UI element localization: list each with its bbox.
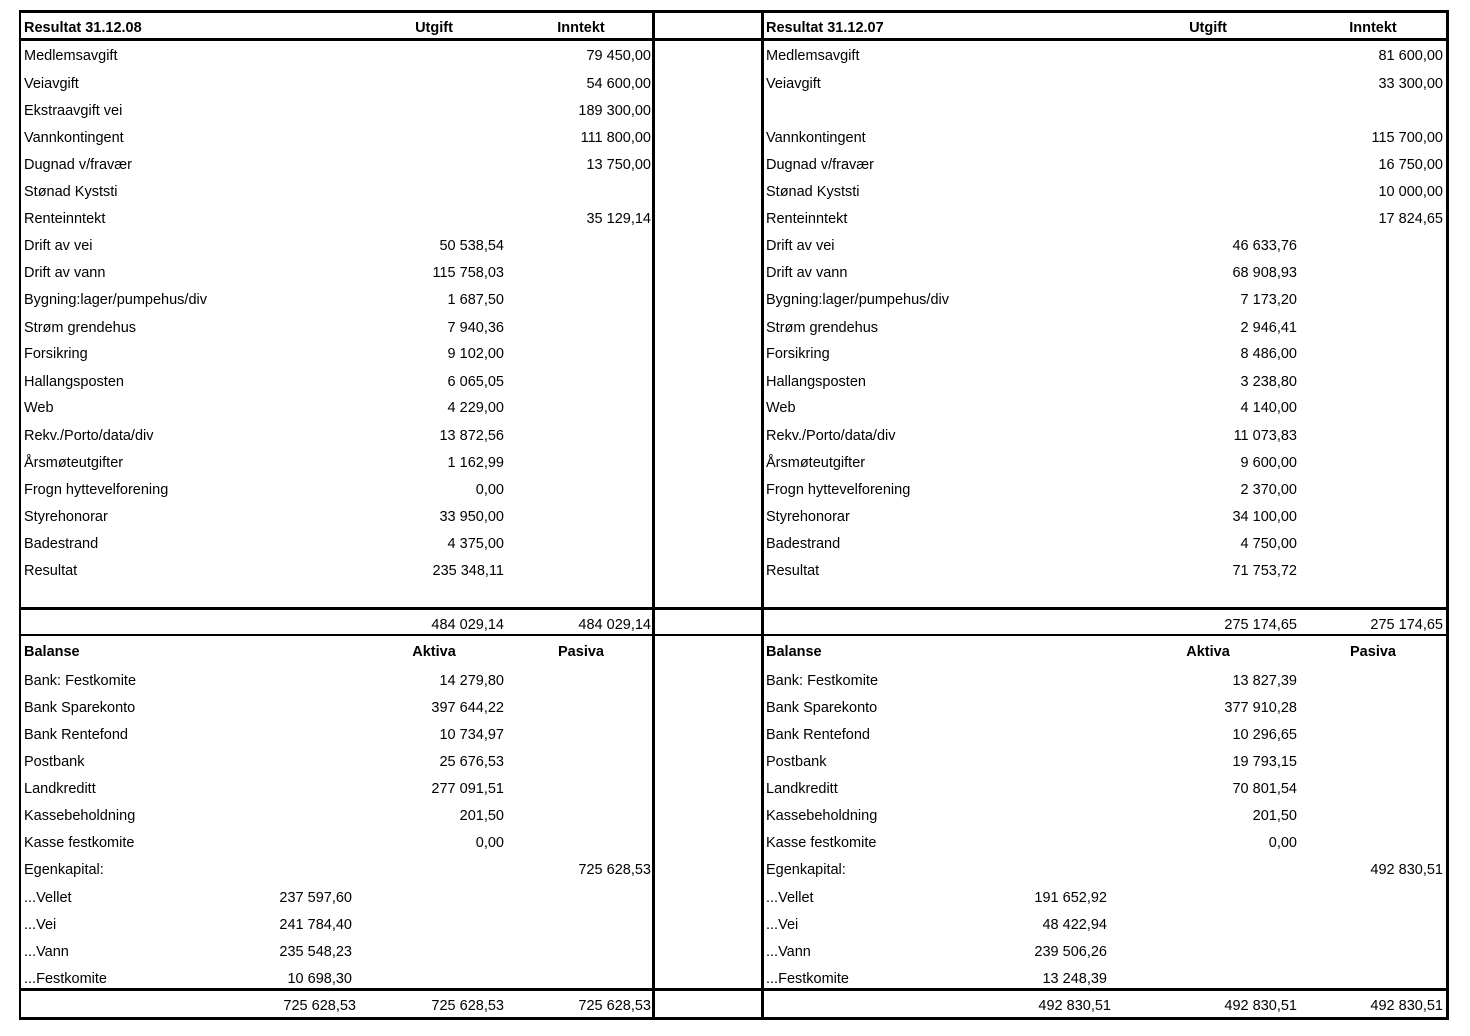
- result-title: Resultat 31.12.07: [766, 20, 884, 36]
- result-row-label: Renteinntekt: [24, 211, 106, 227]
- balance-row-sub: 13 248,39: [1042, 971, 1107, 987]
- result-row-expense: 9 102,00: [447, 346, 504, 362]
- result-row-expense: 4 140,00: [1240, 400, 1297, 416]
- result-row-expense: 7 173,20: [1240, 292, 1297, 308]
- result-row-expense: 115 758,03: [432, 265, 504, 281]
- balance-row-label: ...Vann: [24, 944, 69, 960]
- balance-row-aktiva: 0,00: [1268, 835, 1297, 851]
- balance-row-pasiva: [540, 970, 651, 988]
- result-row-expense: [400, 47, 504, 65]
- balance-row-label: ...Vei: [766, 917, 799, 933]
- balance-row-pasiva: [1330, 699, 1443, 717]
- result-row-income: 17 824,65: [1378, 211, 1443, 227]
- balance-row-pasiva: [540, 834, 651, 852]
- result-row-label: Drift av vann: [766, 265, 848, 281]
- result-row-income: 189 300,00: [578, 103, 651, 119]
- result-row-income: [1330, 454, 1443, 472]
- result-row-label: Stønad Kyststi: [24, 184, 118, 200]
- balance-row-sub: 239 506,26: [1034, 944, 1107, 960]
- balance-row-aktiva: 10 296,65: [1232, 727, 1297, 743]
- balance-row-pasiva: [540, 916, 651, 934]
- result-row-label: Strøm grendehus: [24, 320, 137, 336]
- result-row-label: Medlemsavgift: [766, 48, 860, 64]
- divider-right: [761, 10, 764, 1020]
- result-row-income: [1330, 535, 1443, 553]
- balance-row-sub: [1000, 726, 1107, 744]
- balance-row-aktiva: 201,50: [459, 808, 504, 824]
- balance-row-aktiva: [400, 970, 504, 988]
- result-row-income: 54 600,00: [586, 76, 651, 92]
- result-row-income: [1330, 399, 1443, 417]
- result-total-expense: 275 174,65: [1224, 617, 1297, 633]
- balance-row-sub: [1000, 699, 1107, 717]
- balance-row-pasiva: [1330, 943, 1443, 961]
- balance-row-pasiva: [540, 699, 651, 717]
- balance-row-pasiva: [540, 753, 651, 771]
- balance-row-sub: [200, 753, 352, 771]
- balance-row-label: Egenkapital:: [766, 862, 846, 878]
- result-row-expense: 50 538,54: [439, 238, 504, 254]
- balance-row-sub: 235 548,23: [279, 944, 352, 960]
- balance-row-sub: [1000, 807, 1107, 825]
- balance-row-aktiva: 70 801,54: [1232, 781, 1297, 797]
- result-row-expense: 7 940,36: [447, 320, 504, 336]
- result-row-income: [1330, 102, 1443, 120]
- result-row-expense: [1180, 75, 1297, 93]
- balance-row-sub: [1000, 672, 1107, 690]
- result-row-expense: [1180, 183, 1297, 201]
- result-row-income: [540, 183, 651, 201]
- result-row-expense: [400, 75, 504, 93]
- balance-total-rule-top: [19, 988, 1449, 991]
- balance-row-aktiva: 397 644,22: [431, 700, 504, 716]
- balance-row-pasiva: [1330, 889, 1443, 907]
- result-row-label: Rekv./Porto/data/div: [766, 428, 896, 444]
- balance-row-label: Landkreditt: [24, 781, 96, 797]
- frame-right: [1446, 10, 1449, 1020]
- result-row-label: Resultat: [24, 563, 78, 579]
- balance-row-aktiva: [1180, 861, 1297, 879]
- result-row-income: [540, 535, 651, 553]
- result-row-expense: [400, 183, 504, 201]
- balance-row-pasiva: [540, 672, 651, 690]
- balance-row-sub: [200, 834, 352, 852]
- balance-row-pasiva: [1330, 753, 1443, 771]
- result-row-label: Årsmøteutgifter: [24, 455, 124, 471]
- balance-row-aktiva: 10 734,97: [439, 727, 504, 743]
- result-row-label: Styrehonorar: [24, 509, 108, 525]
- result-row-label: Hallangsposten: [766, 374, 866, 390]
- result-row-income: [540, 481, 651, 499]
- balance-row-sub: 48 422,94: [1042, 917, 1107, 933]
- balance-row-sub: [1000, 753, 1107, 771]
- balance-row-sub: [200, 807, 352, 825]
- result-row-expense: [1180, 210, 1297, 228]
- result-row-expense: 4 229,00: [447, 400, 504, 416]
- balance-row-label: Landkreditt: [766, 781, 838, 797]
- result-row-label: Hallangsposten: [24, 374, 124, 390]
- result-row-income: [1330, 291, 1443, 309]
- result-row-expense: 46 633,76: [1232, 238, 1297, 254]
- balance-row-sub: [200, 861, 352, 879]
- result-row-label: Frogn hyttevelforening: [24, 482, 169, 498]
- balance-total-aktiva: 492 830,51: [1224, 998, 1297, 1014]
- total-rule-top: [19, 607, 1449, 610]
- balance-row-aktiva: [1180, 943, 1297, 961]
- balance-row-sub: [200, 699, 352, 717]
- result-row-expense: 68 908,93: [1232, 265, 1297, 281]
- balance-row-pasiva: [1330, 916, 1443, 934]
- balance-row-sub: 241 784,40: [279, 917, 352, 933]
- result-row-label: Dugnad v/fravær: [24, 157, 132, 173]
- balance-total-pasiva: 492 830,51: [1370, 998, 1443, 1014]
- result-total-expense: 484 029,14: [431, 617, 504, 633]
- balance-row-aktiva: [400, 943, 504, 961]
- balance-row-aktiva: [400, 889, 504, 907]
- result-row-expense: [400, 102, 504, 120]
- result-total-income: 484 029,14: [578, 617, 651, 633]
- balance-row-aktiva: 377 910,28: [1224, 700, 1297, 716]
- balance-row-label: Bank: Festkomite: [24, 673, 137, 689]
- result-row-label: Dugnad v/fravær: [766, 157, 874, 173]
- balance-row-label: Kassebeholdning: [24, 808, 136, 824]
- balance-row-sub: 10 698,30: [287, 971, 352, 987]
- result-row-income: 115 700,00: [1371, 130, 1443, 146]
- balance-row-label: ...Festkomite: [766, 971, 849, 987]
- balance-row-pasiva: [540, 889, 651, 907]
- result-row-income: 81 600,00: [1378, 48, 1443, 64]
- balance-row-pasiva: [1330, 672, 1443, 690]
- result-row-income: [540, 562, 651, 580]
- result-row-income: [540, 319, 651, 337]
- result-row-expense: 33 950,00: [439, 509, 504, 525]
- result-row-income: [1330, 481, 1443, 499]
- result-row-expense: [1180, 47, 1297, 65]
- result-row-income: 33 300,00: [1378, 76, 1443, 92]
- result-row-label: Web: [766, 400, 796, 416]
- result-row-label: Web: [24, 400, 54, 416]
- result-row-label: Årsmøteutgifter: [766, 455, 866, 471]
- result-row-label: Vannkontingent: [766, 130, 866, 146]
- balance-total-sub: 492 830,51: [1038, 998, 1111, 1014]
- balance-total-pasiva: 725 628,53: [578, 998, 651, 1014]
- result-row-expense: 0,00: [475, 482, 504, 498]
- balance-row-aktiva: [400, 861, 504, 879]
- result-row-income: [1330, 427, 1443, 445]
- result-row-label: Strøm grendehus: [766, 320, 879, 336]
- balance-row-label: Bank Sparekonto: [766, 700, 878, 716]
- balance-row-pasiva: [1330, 780, 1443, 798]
- balance-row-aktiva: 13 827,39: [1232, 673, 1297, 689]
- result-row-expense: [400, 156, 504, 174]
- result-row-label: Frogn hyttevelforening: [766, 482, 911, 498]
- aktiva-header: Aktiva: [1186, 644, 1230, 660]
- result-row-expense: 235 348,11: [432, 563, 504, 579]
- balance-row-aktiva: 201,50: [1252, 808, 1297, 824]
- result-row-income: [540, 399, 651, 417]
- balance-row-sub: [1000, 861, 1107, 879]
- balance-title: Balanse: [766, 644, 822, 660]
- result-row-label: Drift av vann: [24, 265, 106, 281]
- result-row-label: Veiavgift: [24, 76, 79, 92]
- balance-row-label: Kasse festkomite: [766, 835, 877, 851]
- balance-row-aktiva: 14 279,80: [439, 673, 504, 689]
- result-row-income: 10 000,00: [1378, 184, 1443, 200]
- result-row-income: [1330, 319, 1443, 337]
- balance-title: Balanse: [24, 644, 80, 660]
- result-row-income: [1330, 345, 1443, 363]
- result-row-label: Rekv./Porto/data/div: [24, 428, 154, 444]
- divider-left: [652, 10, 655, 1020]
- balance-total-sub: 725 628,53: [283, 998, 356, 1014]
- result-row-expense: 1 687,50: [447, 292, 504, 308]
- result-row-income: [1330, 237, 1443, 255]
- balance-row-aktiva: 25 676,53: [439, 754, 504, 770]
- balance-total-aktiva: 725 628,53: [431, 998, 504, 1014]
- balance-row-pasiva: [540, 807, 651, 825]
- result-row-expense: 9 600,00: [1240, 455, 1297, 471]
- income-header: Inntekt: [557, 20, 605, 36]
- balance-row-label: ...Vellet: [24, 890, 72, 906]
- balance-row-pasiva: 492 830,51: [1370, 862, 1443, 878]
- result-row-label: Medlemsavgift: [24, 48, 118, 64]
- expense-header: Utgift: [1189, 20, 1227, 36]
- balance-row-pasiva: [1330, 970, 1443, 988]
- result-row-expense: [400, 210, 504, 228]
- balance-row-sub: [200, 780, 352, 798]
- result-row-expense: 34 100,00: [1232, 509, 1297, 525]
- result-row-income: [1330, 508, 1443, 526]
- result-row-label: Resultat: [766, 563, 820, 579]
- result-row-expense: 6 065,05: [447, 374, 504, 390]
- frame-top: [19, 10, 1449, 13]
- result-row-label: Badestrand: [24, 536, 99, 552]
- balance-row-pasiva: [540, 780, 651, 798]
- frame-bottom: [19, 1017, 1449, 1020]
- result-row-expense: [400, 129, 504, 147]
- result-row-income: 13 750,00: [586, 157, 651, 173]
- total-rule-bottom: [19, 634, 1449, 636]
- result-row-label: Vannkontingent: [24, 130, 124, 146]
- balance-row-label: Bank Rentefond: [24, 727, 128, 743]
- balance-row-sub: [200, 672, 352, 690]
- result-row-income: 111 800,00: [580, 130, 651, 146]
- balance-row-label: Postbank: [24, 754, 85, 770]
- result-row-label: Stønad Kyststi: [766, 184, 860, 200]
- balance-row-label: Egenkapital:: [24, 862, 104, 878]
- balance-row-pasiva: [1330, 726, 1443, 744]
- result-row-income: 16 750,00: [1378, 157, 1443, 173]
- result-row-income: [540, 237, 651, 255]
- result-row-expense: 1 162,99: [447, 455, 504, 471]
- balance-row-sub: [1000, 834, 1107, 852]
- result-row-expense: 4 375,00: [447, 536, 504, 552]
- balance-row-label: Bank: Festkomite: [766, 673, 879, 689]
- balance-row-sub: 237 597,60: [279, 890, 352, 906]
- balance-row-pasiva: [1330, 807, 1443, 825]
- balance-row-label: Postbank: [766, 754, 827, 770]
- result-row-income: 79 450,00: [586, 48, 651, 64]
- result-row-label: Styrehonorar: [766, 509, 850, 525]
- result-row-label: Bygning:lager/pumpehus/div: [766, 292, 949, 308]
- result-row-expense: [1180, 102, 1297, 120]
- balance-row-aktiva: 19 793,15: [1232, 754, 1297, 770]
- result-row-income: [540, 264, 651, 282]
- result-row-income: 35 129,14: [586, 211, 651, 227]
- result-total-income: 275 174,65: [1370, 617, 1443, 633]
- aktiva-header: Aktiva: [412, 644, 456, 660]
- balance-row-sub: [1000, 780, 1107, 798]
- result-row-label: Veiavgift: [766, 76, 821, 92]
- result-row-expense: 4 750,00: [1240, 536, 1297, 552]
- result-row-expense: 2 370,00: [1240, 482, 1297, 498]
- result-row-expense: 8 486,00: [1240, 346, 1297, 362]
- balance-row-aktiva: 277 091,51: [431, 781, 504, 797]
- result-row-label: Drift av vei: [24, 238, 93, 254]
- balance-row-label: ...Vann: [766, 944, 811, 960]
- result-title: Resultat 31.12.08: [24, 20, 142, 36]
- balance-row-sub: 191 652,92: [1034, 890, 1107, 906]
- result-row-income: [540, 508, 651, 526]
- result-row-label: Badestrand: [766, 536, 841, 552]
- result-row-label: Forsikring: [24, 346, 88, 362]
- balance-row-aktiva: [400, 916, 504, 934]
- balance-row-pasiva: [540, 943, 651, 961]
- frame-left: [19, 10, 21, 1020]
- balance-row-label: ...Vei: [24, 917, 57, 933]
- pasiva-header: Pasiva: [1350, 644, 1396, 660]
- result-row-expense: [1180, 156, 1297, 174]
- result-row-label: Ekstraavgift vei: [24, 103, 123, 119]
- balance-row-aktiva: [1180, 970, 1297, 988]
- balance-row-aktiva: [1180, 889, 1297, 907]
- result-row-income: [540, 427, 651, 445]
- balance-row-aktiva: [1180, 916, 1297, 934]
- balance-row-label: ...Vellet: [766, 890, 814, 906]
- result-row-income: [540, 373, 651, 391]
- result-row-income: [1330, 562, 1443, 580]
- balance-row-pasiva: [1330, 834, 1443, 852]
- result-row-label: Drift av vei: [766, 238, 835, 254]
- balance-row-label: Bank Rentefond: [766, 727, 870, 743]
- result-row-income: [1330, 373, 1443, 391]
- result-row-expense: 13 872,56: [439, 428, 504, 444]
- result-row-income: [540, 345, 651, 363]
- pasiva-header: Pasiva: [558, 644, 604, 660]
- expense-header: Utgift: [415, 20, 453, 36]
- result-row-expense: 2 946,41: [1240, 320, 1297, 336]
- balance-row-label: ...Festkomite: [24, 971, 107, 987]
- balance-row-aktiva: 0,00: [475, 835, 504, 851]
- balance-row-sub: [200, 726, 352, 744]
- result-row-expense: 71 753,72: [1232, 563, 1297, 579]
- result-row-expense: [1180, 129, 1297, 147]
- balance-row-pasiva: [540, 726, 651, 744]
- result-row-income: [540, 454, 651, 472]
- income-header: Inntekt: [1349, 20, 1397, 36]
- balance-row-label: Kasse festkomite: [24, 835, 135, 851]
- balance-row-pasiva: 725 628,53: [578, 862, 651, 878]
- balance-row-label: Kassebeholdning: [766, 808, 878, 824]
- result-row-expense: 3 238,80: [1240, 374, 1297, 390]
- result-row-expense: 11 073,83: [1233, 428, 1297, 444]
- balance-row-label: Bank Sparekonto: [24, 700, 136, 716]
- result-row-label: Bygning:lager/pumpehus/div: [24, 292, 207, 308]
- header-rule: [19, 38, 1449, 41]
- result-row-income: [540, 291, 651, 309]
- result-row-income: [1330, 264, 1443, 282]
- result-row-label: Forsikring: [766, 346, 830, 362]
- result-row-label: Renteinntekt: [766, 211, 848, 227]
